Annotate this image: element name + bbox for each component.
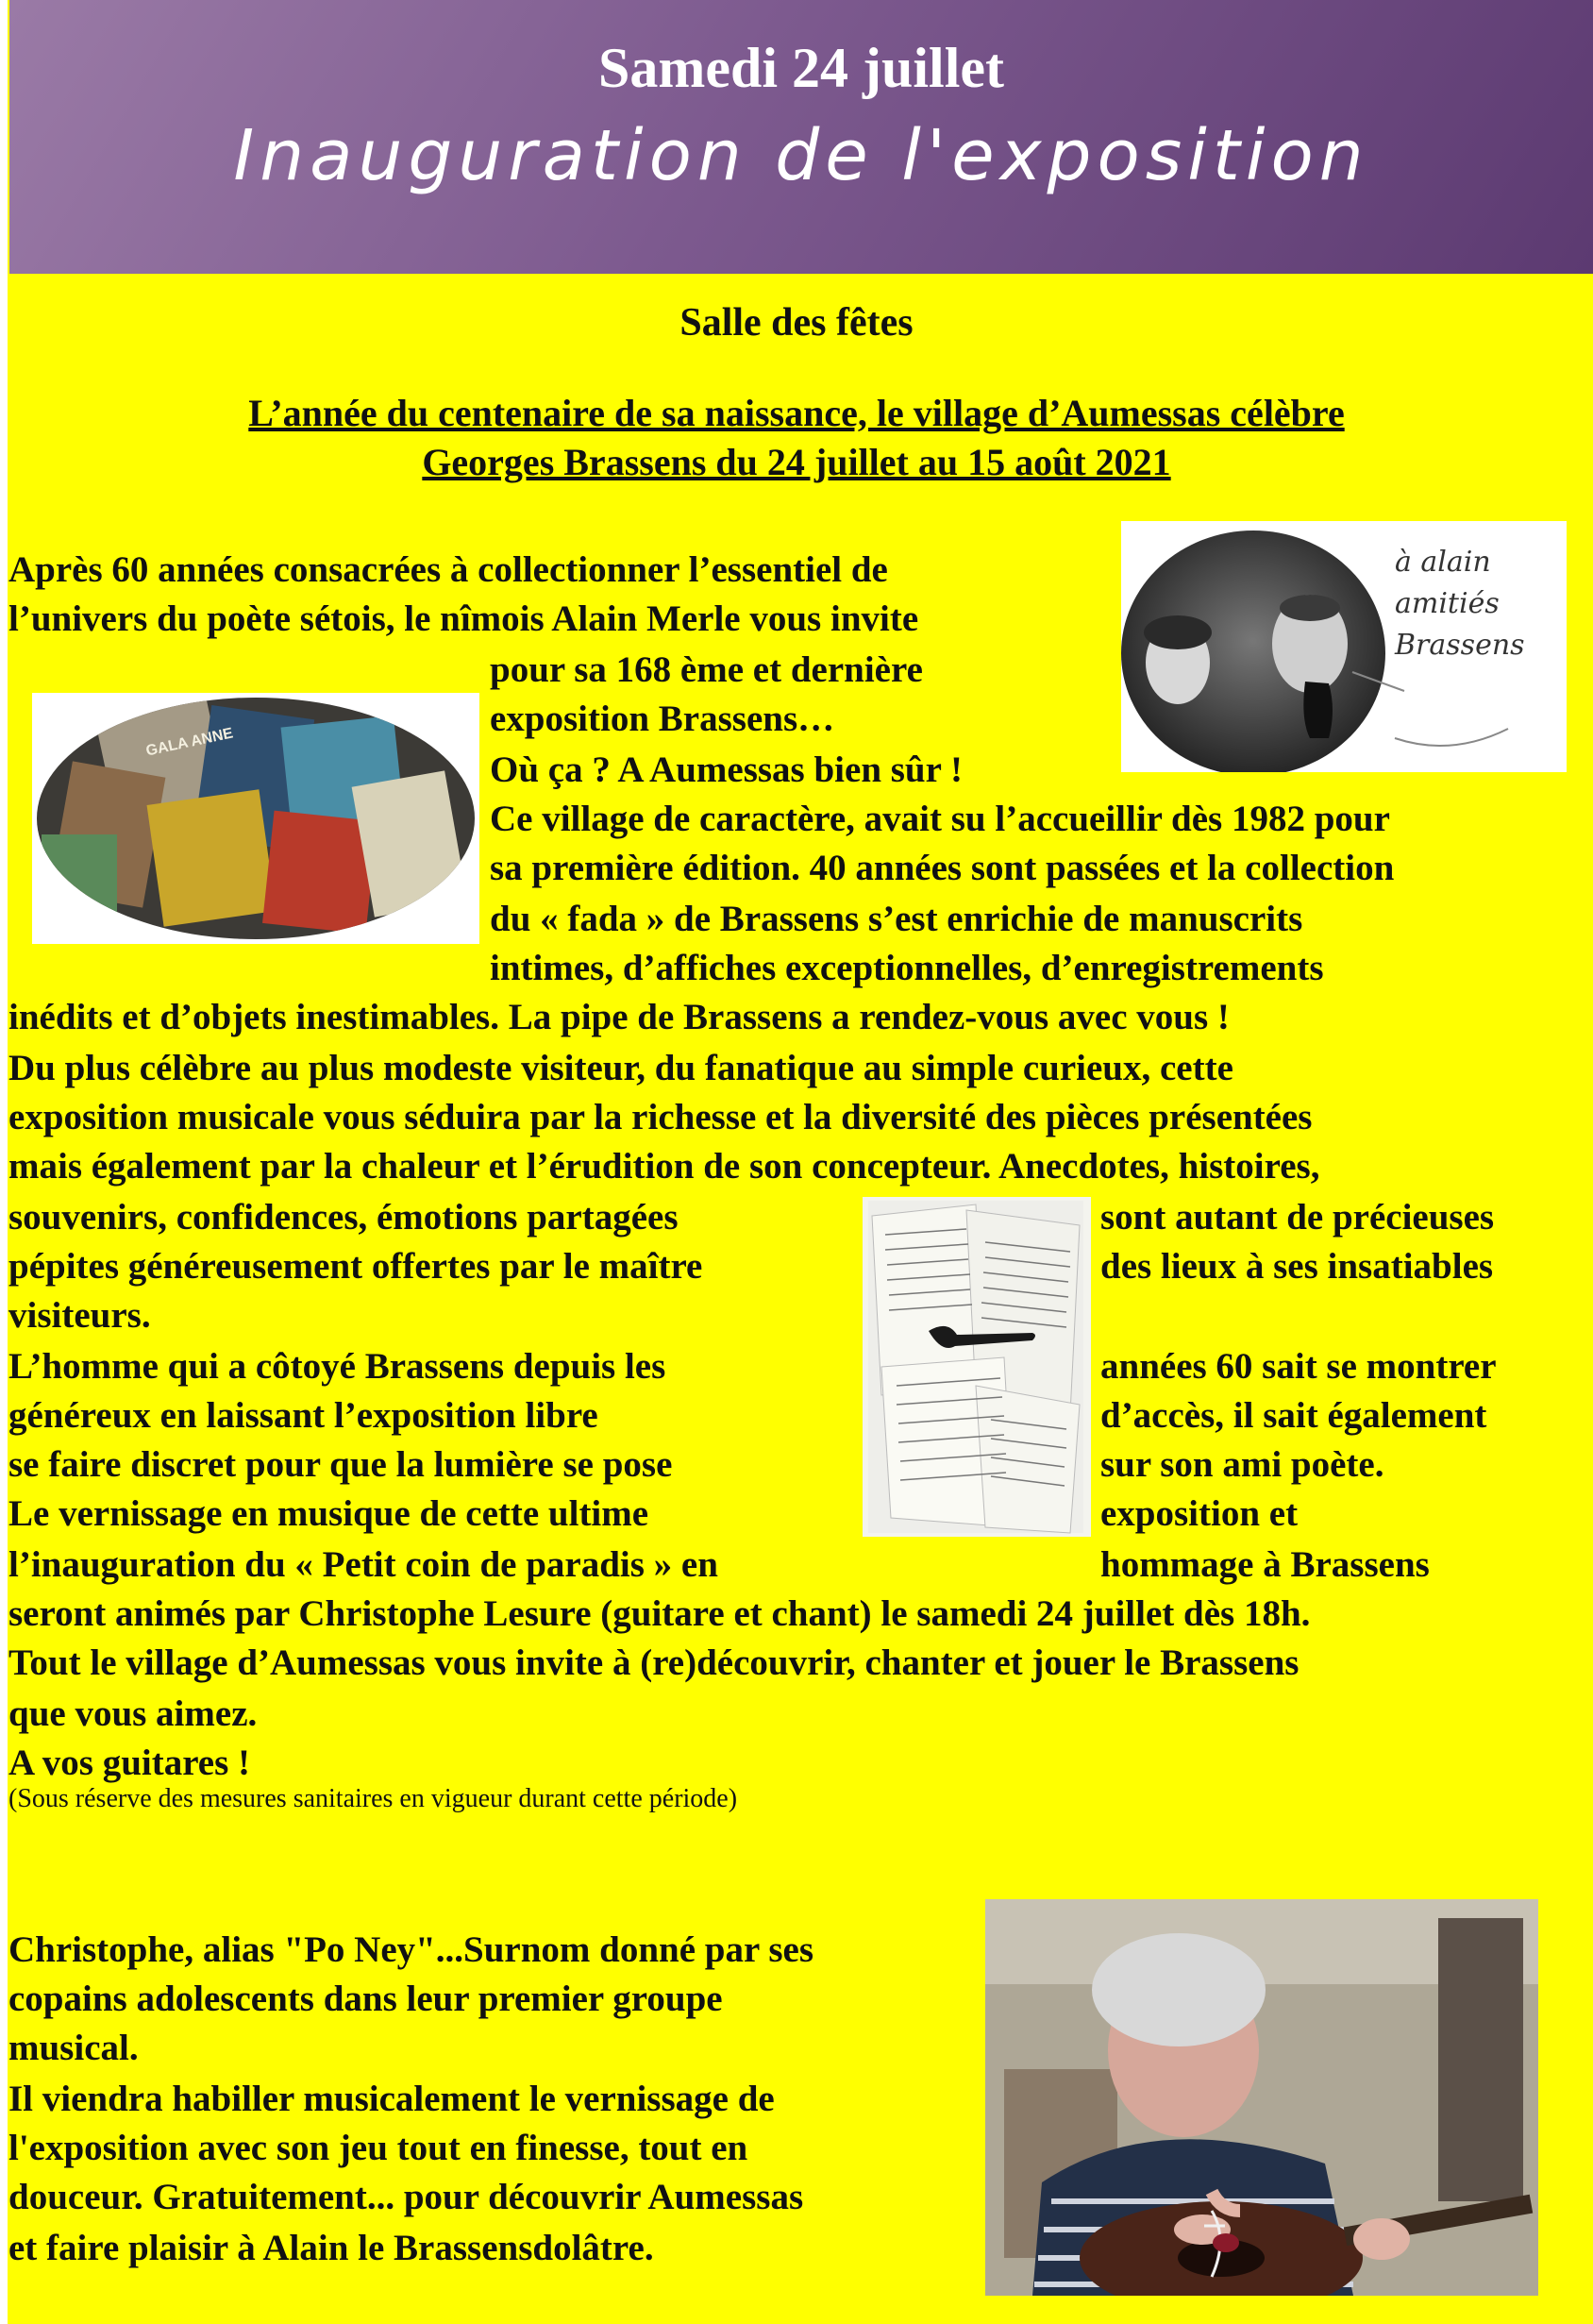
body-line: se faire discret pour que la lumière se pose [8, 1444, 673, 1485]
collection-photo [32, 693, 479, 944]
body-line: mais également par la chaleur et l’érudition de son concepteur. Anecdotes, histoires, [8, 1146, 1320, 1187]
event-date: Samedi 24 juillet [598, 37, 1004, 99]
body-line: Ce village de caractère, avait su l’accueillir dès 1982 pour [490, 799, 1390, 839]
bio-line: musical. [8, 2028, 139, 2068]
collection-poster-text: GALA ANNE [144, 725, 235, 760]
body-line: intimes, d’affiches exceptionnelles, d’enregistrements [490, 948, 1324, 988]
body-line: exposition et [1100, 1493, 1299, 1534]
manuscripts-pipe-photo [863, 1197, 1091, 1537]
body-line: pépites généreusement offertes par le maître [8, 1246, 703, 1287]
body-line: sur son ami poète. [1100, 1444, 1384, 1485]
intro-heading [0, 389, 1593, 487]
bio-line: l'exposition avec son jeu tout en finesse, tout en [8, 2128, 748, 2168]
body-line: exposition musicale vous séduira par la richesse et la diversité des pièces présentées [8, 1097, 1313, 1137]
body-line: l’inauguration du « Petit coin de paradis » en [8, 1544, 718, 1585]
body-line: Du plus célèbre au plus modeste visiteur, du fanatique au simple curieux, cette [8, 1048, 1233, 1088]
body-line: Tout le village d’Aumessas vous invite à (re)découvrir, chanter et jouer le Brassens [8, 1642, 1300, 1683]
bio-line: douceur. Gratuitement... pour découvrir Aumessas [8, 2177, 804, 2217]
sanitary-note: (Sous réserve des mesures sanitaires en vigueur durant cette période) [8, 1784, 738, 1813]
body-line: sont autant de précieuses [1100, 1197, 1495, 1238]
intro-line-1: L’année du centenaire de sa naissance, le village d’Aumessas célèbre [248, 392, 1345, 434]
body-line: inédits et d’objets inestimables. La pipe de Brassens a rendez-vous avec vous ! [8, 997, 1230, 1037]
body-line: pour sa 168 ème et dernière [490, 649, 923, 690]
bio-line: Christophe, alias "Po Ney"...Surnom donné par ses [8, 1929, 814, 1970]
venue-heading: Salle des fêtes [679, 301, 914, 345]
bio-line: et faire plaisir à Alain le Brassensdolâtre. [8, 2228, 654, 2268]
body-line: A vos guitares ! [8, 1743, 251, 1783]
body-line: hommage à Brassens [1100, 1544, 1430, 1585]
body-line: seront animés par Christophe Lesure (guitare et chant) le samedi 24 juillet dès 18h. [8, 1593, 1311, 1634]
intro-line-2: Georges Brassens du 24 juillet au 15 août 2021 [422, 441, 1171, 483]
body-line: années 60 sait se montrer [1100, 1346, 1497, 1387]
body-line: souvenirs, confidences, émotions partagées [8, 1197, 679, 1238]
body-line: sa première édition. 40 années sont passées et la collection [490, 848, 1395, 888]
event-title: Inauguration de l'exposition [233, 115, 1369, 196]
body-line: Après 60 années consacrées à collectionner l’essentiel de [8, 549, 888, 590]
bio-line: Il viendra habiller musicalement le vernissage de [8, 2079, 775, 2119]
musician-photo [985, 1899, 1538, 2296]
body-line: Le vernissage en musique de cette ultime [8, 1493, 649, 1534]
bio-line: copains adolescents dans leur premier groupe [8, 1979, 723, 2019]
body-line: exposition Brassens… [490, 699, 835, 739]
body-line: du « fada » de Brassens s’est enrichie de manuscrits [490, 899, 1303, 939]
brassens-dedication-photo [1121, 521, 1567, 772]
body-line: visiteurs. [8, 1295, 151, 1336]
body-line: que vous aimez. [8, 1693, 258, 1734]
dedication-handwriting: à alain amitiés Brassens [1395, 546, 1525, 662]
body-line: Où ça ? A Aumessas bien sûr ! [490, 749, 963, 790]
body-line: l’univers du poète sétois, le nîmois Alain Merle vous invite [8, 598, 919, 639]
body-line: des lieux à ses insatiables [1100, 1246, 1494, 1287]
header-banner [9, 0, 1593, 274]
body-line: généreux en laissant l’exposition libre [8, 1395, 598, 1436]
body-line: d’accès, il sait également [1100, 1395, 1487, 1436]
body-line: L’homme qui a côtoyé Brassens depuis les [8, 1346, 666, 1387]
